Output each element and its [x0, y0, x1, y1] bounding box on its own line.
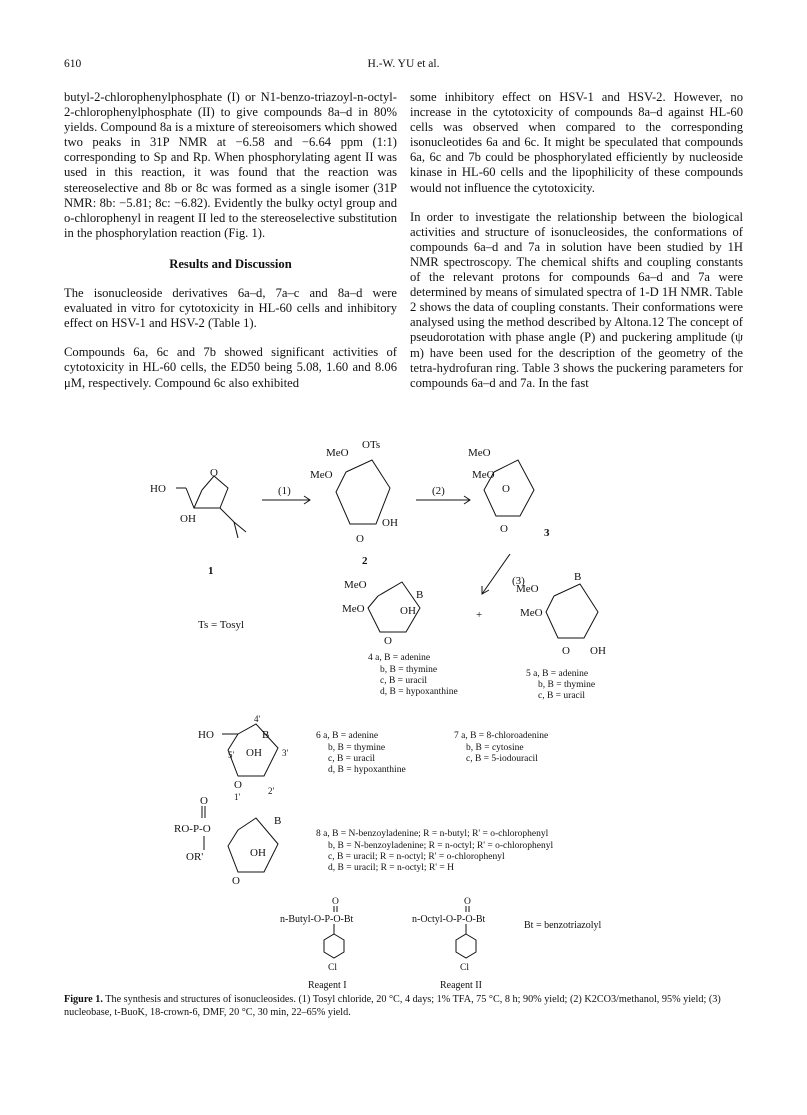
list-6-d: d, B = hypoxanthine	[328, 765, 406, 775]
right-paragraph-2: In order to investigate the relationship between the biological activities and structure of isonucleosides, the conformations of compounds 6a–d and 7a in solution have been studied by 1H NMR spectroscopy. The chemical shifts and coupling constants of the relevant protons for compounds 6a–d and 7a were determined by means of simulated spectra of 1-D 1H NMR. Table 2 shows the data of coupling constants. Their conformations were analysed using the method described by Altona.12 The concept of pseudorotation with phase angle (P) and puckering amplitude (ψ m) have been used for the description of the geometry of the tetra-hydrofuran ring. Table 3 shows the puckering parameters for compounds 6a–d and 7a. In the fast	[410, 209, 743, 390]
atom-b-5: B	[574, 571, 582, 583]
atom-b-8: B	[274, 815, 282, 827]
list-7-c: c, B = 5-iodouracil	[466, 754, 538, 764]
compound-number-3: 3	[544, 527, 550, 539]
reagent-1-label: Reagent I	[308, 980, 347, 991]
atom-ots: OTs	[362, 439, 381, 451]
ring-label-4: 4'	[254, 714, 261, 724]
reagent-1-phosphoryl-o: O	[332, 897, 339, 907]
atom-o-5: O	[562, 645, 570, 657]
atom-o-2: O	[356, 533, 364, 545]
atom-b-6: B	[262, 729, 270, 741]
arrow-label-step2: (2)	[432, 485, 445, 497]
atom-meo-5b: MeO	[520, 607, 543, 619]
ring-label-5: 5'	[228, 750, 235, 760]
atom-ho: HO	[150, 483, 166, 495]
bt-definition: Bt = benzotriazolyl	[524, 920, 602, 931]
left-paragraph-3: Compounds 6a, 6c and 7b showed significant activities of cytotoxicity in HL-60 cells, the ED50 being 5.08, 1.60 and 8.06 μM, respectively. Compound 6c also exhibited	[64, 345, 397, 390]
atom-oh: OH	[180, 513, 196, 525]
atom-b-4: B	[416, 589, 424, 601]
ring-label-1: 1'	[234, 792, 241, 802]
running-title: H.-W. YU et al.	[367, 58, 440, 70]
list-4-d: d, B = hypoxanthine	[380, 687, 458, 697]
plus-sign: +	[476, 609, 483, 621]
left-paragraph-2: The isonucleoside derivatives 6a–d, 7a–c and 8a–d were evaluated in vitro for cytotoxicity in HL-60 cells and inhibitory effect on HSV-1 and HSV-2 (Table 1).	[64, 286, 397, 331]
reagent-2-phosphoryl-o: O	[464, 897, 471, 907]
left-column	[64, 90, 397, 405]
reagent-1-formula: n-Butyl-O-P-O-Bt	[280, 914, 354, 925]
atom-ho-6: HO	[198, 729, 214, 741]
list-4-b: b, B = thymine	[380, 665, 438, 675]
list-8-b: b, B = N-benzoyladenine; R = n-octyl; R' = o-chlorophenyl	[328, 841, 554, 851]
atom-meo-4b: MeO	[342, 603, 365, 615]
right-paragraph-1: some inhibitory effect on HSV-1 and HSV-2. However, no increase in the cytotoxicity of compounds 8a–d against HL-60 cells was observed when compared to the corresponding isonucleotides 6a and 6c. It might be speculated that compounds 6a, 6c and 7b could be phosphorylated efficiently by nucleoside kinase in HL-60 cells and the lipophilicity of these compounds would not influence the cytotoxicity.	[410, 90, 743, 195]
list-5-a: 5 a, B = adenine	[526, 669, 589, 679]
arrow-label-step3: (3)	[512, 575, 525, 587]
list-6-a: 6 a, B = adenine	[316, 731, 379, 741]
tosyl-definition: Ts = Tosyl	[198, 619, 245, 631]
atom-ro-p-o: RO-P-O	[174, 823, 211, 835]
list-8-c: c, B = uracil; R = n-octyl; R' = o-chlorophenyl	[328, 852, 505, 862]
figure-synthesis-scheme	[150, 432, 670, 992]
atom-oh-5: OH	[590, 645, 606, 657]
list-5-b: b, B = thymine	[538, 680, 596, 690]
atom-o-phosphoryl: O	[200, 795, 208, 807]
atom-oh-4: OH	[400, 605, 416, 617]
atom-o-8: O	[232, 875, 240, 887]
page-number: 610	[64, 58, 82, 70]
caption-label: Figure 1.	[64, 994, 103, 1005]
atom-meo-2a: MeO	[326, 447, 349, 459]
list-6-b: b, B = thymine	[328, 743, 386, 753]
compound-5-structure	[516, 571, 606, 657]
reagent-2-structure	[412, 897, 486, 973]
reagent-2-cl: Cl	[460, 963, 469, 973]
list-4-c: c, B = uracil	[380, 676, 428, 686]
atom-o-4: O	[384, 635, 392, 647]
ring-label-2: 2'	[268, 786, 275, 796]
list-5-c: c, B = uracil	[538, 691, 586, 701]
atom-o-6: O	[234, 779, 242, 791]
atom-meo-3b: MeO	[472, 469, 495, 481]
atom-oh-2: OH	[382, 517, 398, 529]
compound-2-structure	[310, 439, 398, 567]
arrow-step3-icon	[482, 554, 510, 594]
compound-3-structure	[468, 447, 550, 539]
atom-oh-6: OH	[246, 747, 262, 759]
compound-1-structure	[150, 467, 246, 577]
atom-meo-5a: MeO	[516, 583, 539, 595]
list-7-a: 7 a, B = 8-chloroadenine	[454, 731, 549, 741]
left-paragraph-1: butyl-2-chlorophenylphosphate (I) or N1-benzo-triazoyl-n-octyl-2-chlorophenylphosphate (II) to give compounds 8a–d in 80% yields. Compound 8a is a mixture of stereoisomers which showed two peaks in 31P NMR at −6.58 and −6.64 ppm (1:1) corresponding to Sp and Rp. When phosphorylating agent II was used in this reaction, it was found that the reaction was stereoselective and 8b or 8c was formed as a single isomer (31P NMR: 8b: −5.81; 8c: −6.82). Evidently the bulky octyl group and o-chlorophenyl in reagent II led to the stereoselective substitution in the phosphorylation reaction (Fig. 1).	[64, 90, 397, 240]
arrow-label-step1: (1)	[278, 485, 291, 497]
atom-meo-2b: MeO	[310, 469, 333, 481]
list-4-a: 4 a, B = adenine	[368, 653, 431, 663]
compound-4-structure	[342, 579, 423, 647]
figure-caption	[64, 993, 744, 1019]
list-8-a: 8 a, B = N-benzoyladenine; R = n-butyl; R' = o-chlorophenyl	[316, 829, 549, 839]
compound-6-structure	[198, 714, 289, 802]
atom-oh-8: OH	[250, 847, 266, 859]
right-column	[410, 90, 743, 405]
reagent-1-cl: Cl	[328, 963, 337, 973]
caption-text: The synthesis and structures of isonucleosides. (1) Tosyl chloride, 20 °C, 4 days; 1% TFA, 75 °C, 8 h; 90% yield; (2) K2CO3/methanol, 95% yield; (3) nucleobase, t-BuoK, 18-crown-6, DMF, 20 °C, 30 min, 22–65% yield.	[64, 994, 721, 1018]
compound-8-structure	[174, 795, 281, 887]
compound-number-2: 2	[362, 555, 368, 567]
list-7-b: b, B = cytosine	[466, 743, 524, 753]
page-header	[0, 58, 807, 74]
atom-meo-3a: MeO	[468, 447, 491, 459]
ring-label-3: 3'	[282, 748, 289, 758]
compound-number-1: 1	[208, 565, 214, 577]
atom-or-prime: OR'	[186, 851, 204, 863]
list-8-d: d, B = uracil; R = n-octyl; R' = H	[328, 863, 454, 873]
atom-o-3-epoxide: O	[502, 483, 510, 495]
section-heading: Results and Discussion	[169, 256, 292, 271]
reagent-1-structure	[280, 897, 354, 973]
atom-meo-4a: MeO	[344, 579, 367, 591]
atom-o: O	[210, 467, 218, 479]
list-6-c: c, B = uracil	[328, 754, 376, 764]
reagent-2-formula: n-Octyl-O-P-O-Bt	[412, 914, 486, 925]
reagent-2-label: Reagent II	[440, 980, 482, 991]
atom-o-3: O	[500, 523, 508, 535]
